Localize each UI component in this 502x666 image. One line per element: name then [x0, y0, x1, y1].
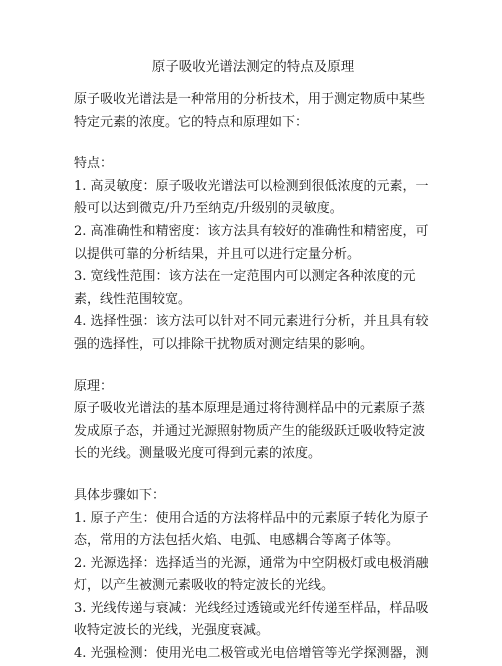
paragraph-gap	[74, 357, 432, 376]
step-item: 2. 光源选择：选择适当的光源，通常为中空阴极灯或电极消融灯，以产生被测元素吸收的特定波长的光线。	[74, 555, 429, 594]
feature-item: 4. 选择性强：该方法可以针对不同元素进行分析，并且具有较强的选择性，可以排除干扰物质对测定结果的影响。	[74, 314, 429, 352]
feature-item: 1. 高灵敏度：原子吸收光谱法可以检测到很低浓度的元素，一般可以达到微克/升乃至纳克/升级别的灵敏度。	[74, 178, 429, 217]
intro-paragraph: 原子吸收光谱法是一种常用的分析技术，用于测定物质中某些特定元素的浓度。它的特点和原理如下：	[74, 92, 426, 130]
features-heading: 特点：	[74, 156, 114, 172]
step-item: 3. 光线传递与衰减：光线经过透镜或光纤传递至样品，样品吸收特定波长的光线，光强度衰减。	[74, 600, 429, 639]
document-page	[74, 56, 432, 666]
steps-heading: 具体步骤如下：	[74, 487, 166, 503]
feature-item: 2. 高准确性和精密度：该方法具有较好的准确性和精密度，可以提供可靠的分析结果，并且可以进行定量分析。	[74, 223, 429, 262]
step-item: 4. 光强检测：使用光电二极管或光电倍增管等光学探测器，测	[74, 646, 429, 662]
feature-item: 3. 宽线性范围：该方法在一定范围内可以测定各种浓度的元素，线性范围较宽。	[74, 269, 416, 307]
principle-heading: 原理：	[74, 378, 114, 394]
step-item: 1. 原子产生：使用合适的方法将样品中的元素原子转化为原子态，常用的方法包括火焰、电弧、电感耦合等离子体等。	[74, 510, 429, 549]
paragraph-gap	[74, 134, 432, 153]
principle-paragraph: 原子吸收光谱法的基本原理是通过将待测样品中的元素原子蒸发成原子态，并通过光源照射物质产生的能级跃迁吸收特定波长的光线。测量吸光度可得到元素的浓度。	[74, 401, 426, 462]
document-title: 原子吸收光谱法测定的特点及原理	[151, 59, 355, 75]
paragraph-gap	[74, 466, 432, 485]
